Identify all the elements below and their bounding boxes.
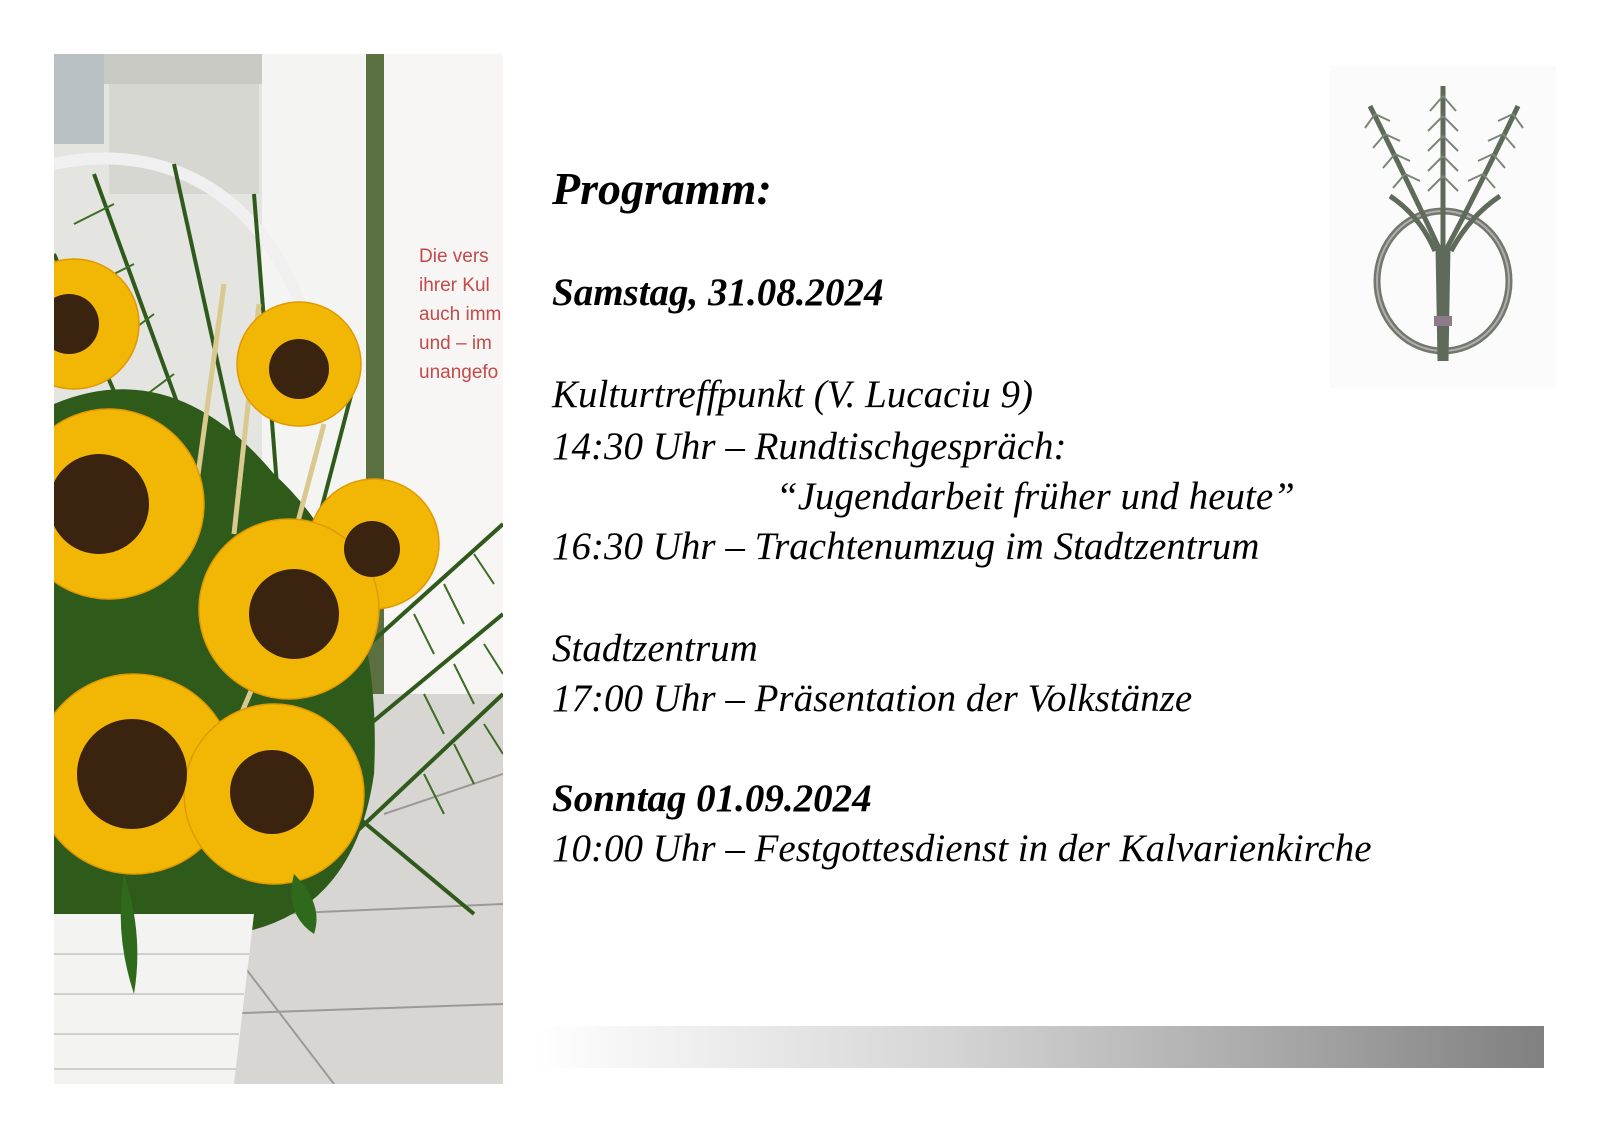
day1-event1: 14:30 Uhr – Rundtischgespräch: — [552, 425, 1067, 468]
day1-heading: Samstag, 31.08.2024 — [552, 271, 884, 314]
wheat-sheaf-emblem-icon — [1330, 66, 1556, 388]
sunflower-photo — [54, 54, 503, 1084]
sign-line: unangefo — [419, 362, 499, 383]
day2-event1: 10:00 Uhr – Festgottesdienst in der Kalvarienkirche — [552, 827, 1372, 870]
day1-event2: 16:30 Uhr – Trachtenumzug im Stadtzentrum — [552, 525, 1260, 568]
program-title: Programm: — [552, 163, 772, 214]
exhibition-sign-text — [419, 242, 503, 387]
sign-line: auch imm — [419, 304, 502, 325]
sign-line: Die vers — [419, 246, 489, 267]
day2-heading: Sonntag 01.09.2024 — [552, 777, 872, 820]
gradient-bar — [534, 1026, 1544, 1068]
day1-event1-subtitle: “Jugendarbeit früher und heute” — [776, 475, 1295, 518]
day1-event3: 17:00 Uhr – Präsentation der Volkstänze — [552, 677, 1193, 720]
day1-venue1: Kulturtreffpunkt (V. Lucaciu 9) — [552, 373, 1033, 416]
sunflower-basket-illustration — [54, 54, 503, 1084]
sign-line: ihrer Kul — [419, 275, 490, 296]
day1-venue2: Stadtzentrum — [552, 627, 758, 670]
sign-line: und – im — [419, 333, 492, 354]
